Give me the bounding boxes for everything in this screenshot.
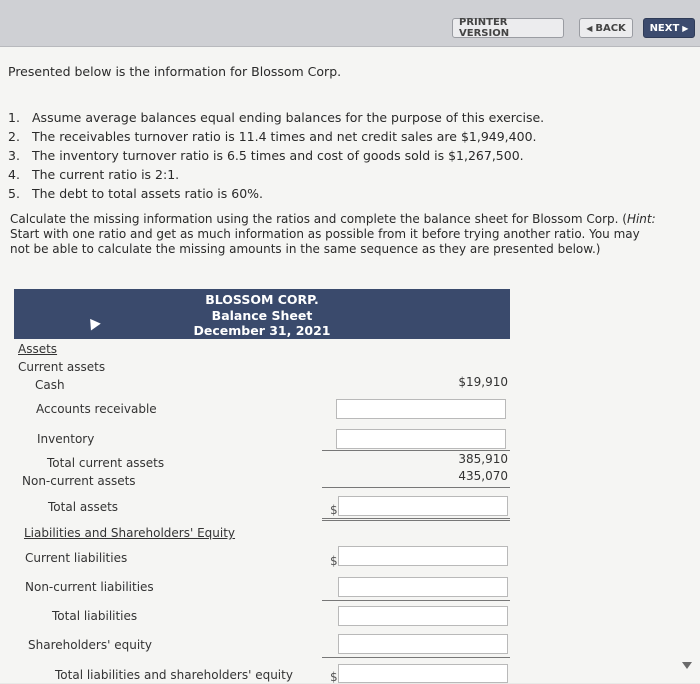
list-item: 1. Assume average balances equal ending balances for the purpose of this exercise. [8, 110, 545, 125]
intro-text: Presented below is the information for Blossom Corp. [8, 64, 342, 79]
shareholders-equity-input[interactable] [338, 634, 508, 654]
inventory-label: Inventory [37, 432, 95, 446]
non-current-assets-value: 435,070 [458, 469, 508, 483]
next-button[interactable]: NEXT ▶ [643, 18, 695, 38]
accounts-receivable-input[interactable] [336, 399, 506, 419]
shareholders-equity-label: Shareholders' equity [28, 638, 152, 652]
balance-sheet-header [14, 289, 510, 339]
total-assets-label: Total assets [48, 500, 119, 514]
non-current-liabilities-label: Non-current liabilities [25, 580, 154, 594]
total-liabilities-equity-input[interactable] [338, 664, 508, 683]
top-toolbar [0, 0, 700, 47]
divider [322, 487, 510, 488]
back-arrow-icon: ◀ [586, 23, 593, 33]
assets-heading: Assets [18, 342, 58, 356]
hint-label: Hint: [626, 212, 656, 226]
assumptions-list [8, 108, 544, 203]
instructions-text: Calculate the missing information using the ratios and complete the balance sheet for Blossom Corp. (Hint: Start with one ratio and get as much information as possible from it before trying another ratio. You may not be able to calculate the missing amounts in the same sequence as they are presented below.) [10, 212, 656, 256]
divider [322, 450, 510, 451]
printer-version-button[interactable]: PRINTER VERSION [452, 18, 564, 38]
total-current-assets-value: 385,910 [458, 452, 508, 466]
double-underline [322, 518, 510, 521]
list-item: 2. The receivables turnover ratio is 11.4 times and net credit sales are $1,949,400. [8, 129, 537, 144]
current-assets-label: Current assets [18, 360, 106, 374]
current-liabilities-input[interactable] [338, 546, 508, 566]
divider [322, 600, 510, 601]
dollar-sign: $ [330, 503, 338, 517]
list-item: 5. The debt to total assets ratio is 60%. [8, 186, 264, 201]
total-liabilities-equity-label: Total liabilities and shareholders' equity [55, 668, 293, 682]
dollar-sign: $ [330, 554, 338, 568]
sheet-date: December 31, 2021 [193, 323, 331, 338]
list-item: 3. The inventory turnover ratio is 6.5 times and cost of goods sold is $1,267,500. [8, 148, 524, 163]
total-liabilities-input[interactable] [338, 606, 508, 626]
total-liabilities-label: Total liabilities [52, 609, 138, 623]
inventory-input[interactable] [336, 429, 506, 449]
liabilities-equity-heading: Liabilities and Shareholders' Equity [24, 526, 236, 540]
sheet-title: Balance Sheet [211, 307, 313, 323]
divider [322, 657, 510, 658]
non-current-assets-label: Non-current assets [22, 474, 136, 488]
cash-label: Cash [35, 378, 65, 392]
dollar-sign: $ [330, 670, 338, 684]
current-liabilities-label: Current liabilities [25, 551, 128, 565]
total-current-assets-label: Total current assets [47, 456, 165, 470]
next-arrow-icon: ▶ [682, 23, 689, 33]
accounts-receivable-label: Accounts receivable [36, 402, 157, 416]
scroll-down-icon[interactable] [682, 662, 692, 669]
back-button[interactable]: ◀ BACK [579, 18, 633, 38]
company-name: BLOSSOM CORP. [205, 292, 319, 307]
list-item: 4. The current ratio is 2:1. [8, 167, 180, 182]
cash-value: $19,910 [458, 375, 508, 389]
non-current-liabilities-input[interactable] [338, 577, 508, 597]
total-assets-input[interactable] [338, 496, 508, 516]
